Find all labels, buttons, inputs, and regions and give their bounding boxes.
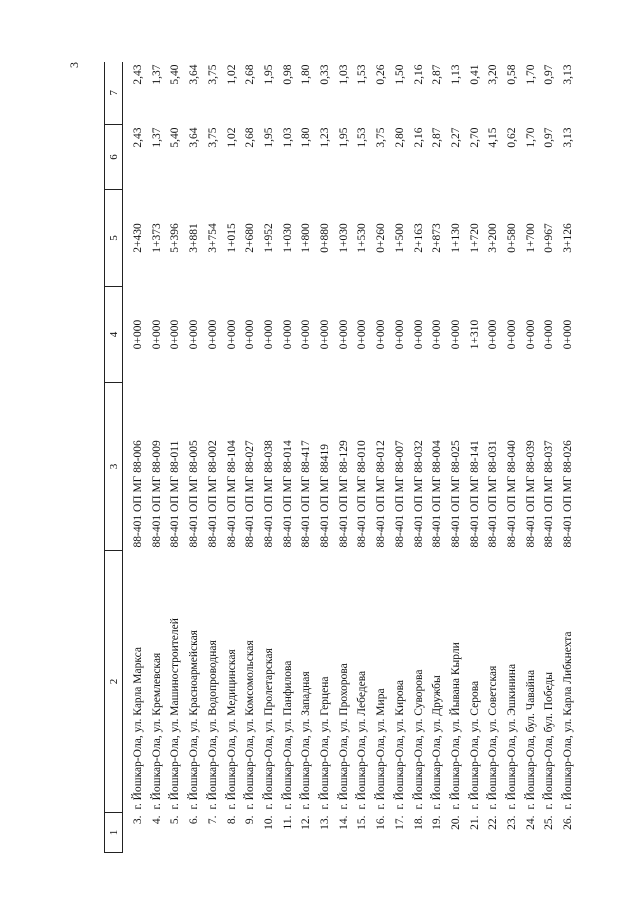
cell-road-name: г. Йошкар-Ола, ул. Медицинская — [225, 649, 238, 810]
cell-covered-length-km: 3,64 — [188, 64, 201, 85]
cell-end-km: 5+396 — [169, 223, 182, 253]
cell-road-id: 88-401 ОП МГ 88-002 — [206, 440, 219, 548]
cell-length-km: 3,75 — [375, 127, 388, 148]
cell-covered-length-km: 1,50 — [393, 64, 406, 85]
cell-end-km: 1+952 — [262, 223, 275, 253]
cell-covered-length-km: 0,58 — [506, 64, 519, 85]
cell-end-km: 1+530 — [356, 223, 369, 253]
cell-covered-length-km: 0,97 — [543, 64, 556, 85]
cell-row-number: 20. — [449, 815, 462, 830]
cell-row-number: 26. — [562, 815, 575, 830]
cell-covered-length-km: 0,41 — [468, 64, 481, 85]
cell-end-km: 2+163 — [412, 223, 425, 253]
cell-length-km: 4,15 — [487, 127, 500, 148]
cell-length-km: 3,75 — [206, 127, 219, 148]
cell-road-name: г. Йошкар-Ола, ул. Пролетарская — [262, 648, 275, 810]
cell-length-km: 1,53 — [356, 127, 369, 148]
table-row — [204, 62, 223, 853]
table-row — [503, 62, 522, 853]
cell-road-id: 88-401 ОП МГ 88-009 — [150, 440, 163, 548]
cell-length-km: 1,80 — [300, 127, 313, 148]
cell-row-number: 9. — [244, 815, 257, 825]
cell-road-id: 88-401 ОП МГ 88-025 — [449, 440, 462, 548]
cell-start-km: 0+000 — [188, 319, 201, 350]
column-header-7: 7 — [105, 62, 123, 125]
cell-road-id: 88-401 ОП МГ 88-038 — [262, 440, 275, 548]
cell-end-km: 3+754 — [206, 223, 219, 253]
cell-covered-length-km: 1,03 — [337, 64, 350, 85]
cell-covered-length-km: 0,98 — [281, 64, 294, 85]
cell-covered-length-km: 1,95 — [262, 64, 275, 85]
table-row — [447, 62, 466, 853]
cell-covered-length-km: 1,70 — [524, 64, 537, 85]
cell-road-id: 88-401 ОП МГ 88-417 — [300, 440, 313, 548]
cell-road-name: г. Йошкар-Ола, ул. Западная — [300, 671, 313, 810]
cell-covered-length-km: 0,33 — [319, 64, 332, 85]
table-row — [372, 62, 391, 853]
cell-length-km: 1,95 — [337, 127, 350, 148]
table-row — [297, 62, 316, 853]
column-header-6: 6 — [105, 125, 123, 190]
cell-road-id: 88-401 ОП МГ 88-027 — [244, 440, 257, 548]
cell-road-id: 88-401 ОП МГ 88-011 — [169, 440, 182, 548]
cell-length-km: 2,68 — [244, 127, 257, 148]
cell-road-name: г. Йошкар-Ола, ул. Эшкинина — [506, 663, 519, 810]
table-row — [335, 62, 354, 853]
cell-start-km: 0+000 — [412, 319, 425, 350]
table-row — [260, 62, 279, 853]
cell-start-km: 0+000 — [562, 319, 575, 350]
cell-start-km: 0+000 — [431, 319, 444, 350]
cell-row-number: 21. — [468, 815, 481, 830]
cell-length-km: 1,03 — [281, 127, 294, 148]
cell-row-number: 13. — [319, 815, 332, 830]
cell-road-id: 88-401 ОП МГ 88-037 — [543, 440, 556, 548]
cell-start-km: 0+000 — [319, 319, 332, 350]
cell-row-number: 6. — [188, 815, 201, 825]
table-row — [148, 62, 167, 853]
cell-row-number: 18. — [412, 815, 425, 830]
cell-road-name: г. Йошкар-Ола, ул. Лебедева — [356, 670, 369, 810]
cell-row-number: 24. — [524, 815, 537, 830]
table-row — [522, 62, 541, 853]
cell-road-id: 88-401 ОП МГ 88-039 — [524, 440, 537, 548]
table-row — [353, 62, 372, 853]
cell-road-id: 88-401 ОП МГ 88-007 — [393, 440, 406, 548]
column-header-4: 4 — [105, 287, 123, 383]
cell-covered-length-km: 0,26 — [375, 64, 388, 85]
cell-length-km: 2,70 — [468, 127, 481, 148]
cell-road-name: г. Йошкар-Ола, ул. Кремлевская — [150, 652, 163, 810]
cell-road-id: 88-401 ОП МГ 88-026 — [562, 440, 575, 548]
cell-length-km: 1,95 — [262, 127, 275, 148]
table-row — [166, 62, 185, 853]
cell-start-km: 0+000 — [132, 319, 144, 350]
cell-end-km: 1+373 — [150, 223, 163, 253]
cell-road-id: 88-401 ОП МГ 88-004 — [431, 440, 444, 548]
cell-start-km: 0+000 — [337, 319, 350, 350]
column-header-3: 3 — [105, 383, 123, 551]
cell-end-km: 1+800 — [300, 223, 313, 253]
cell-road-name: г. Йошкар-Ола, бул. Победы — [543, 671, 556, 810]
cell-road-name: г. Йошкар-Ола, ул. Прохорова — [337, 663, 350, 810]
cell-start-km: 0+000 — [449, 319, 462, 350]
cell-road-name: г. Йошкар-Ола, ул. Йывана Кырли — [449, 642, 462, 810]
cell-start-km: 0+000 — [393, 319, 406, 350]
roads-table — [104, 62, 578, 853]
cell-road-name: г. Йошкар-Ола, ул. Карла Маркса — [132, 647, 144, 810]
cell-start-km: 0+000 — [225, 319, 238, 350]
table-body — [123, 62, 578, 853]
cell-row-number: 4. — [150, 815, 163, 825]
cell-length-km: 1,02 — [225, 127, 238, 148]
cell-covered-length-km: 1,13 — [449, 64, 462, 85]
cell-row-number: 17. — [393, 815, 406, 830]
cell-length-km: 5,40 — [169, 127, 182, 148]
cell-start-km: 0+000 — [300, 319, 313, 350]
cell-start-km: 0+000 — [375, 319, 388, 350]
cell-start-km: 0+000 — [281, 319, 294, 350]
table-row — [316, 62, 335, 853]
table-row — [466, 62, 485, 853]
cell-row-number: 10. — [262, 815, 275, 830]
cell-length-km: 1,37 — [150, 127, 163, 148]
table-row — [540, 62, 559, 853]
cell-start-km: 0+000 — [262, 319, 275, 350]
cell-road-name: г. Йошкар-Ола, ул. Герцена — [319, 676, 332, 810]
cell-road-name: г. Йошкар-Ола, ул. Суворова — [412, 669, 425, 810]
cell-row-number: 16. — [375, 815, 388, 830]
cell-row-number: 25. — [543, 815, 556, 830]
cell-road-id: 88-401 ОП МГ 88-141 — [468, 440, 481, 548]
table-row — [241, 62, 260, 853]
cell-road-id: 88-401 ОП МГ 88-040 — [506, 440, 519, 548]
cell-row-number: 8. — [225, 815, 238, 825]
cell-end-km: 2+430 — [132, 223, 144, 253]
cell-row-number: 14. — [337, 815, 350, 830]
landscape-table-container — [104, 62, 581, 853]
table-row — [559, 62, 578, 853]
table-row — [484, 62, 503, 853]
cell-end-km: 2+680 — [244, 223, 257, 253]
table-row — [223, 62, 242, 853]
table-header-row — [105, 62, 123, 853]
cell-row-number: 5. — [169, 815, 182, 825]
cell-start-km: 0+000 — [169, 319, 182, 350]
cell-covered-length-km: 2,87 — [431, 64, 444, 85]
cell-length-km: 3,64 — [188, 127, 201, 148]
cell-road-id: 88-401 ОП МГ 88-031 — [487, 440, 500, 548]
cell-covered-length-km: 5,40 — [169, 64, 182, 85]
cell-start-km: 1+310 — [468, 319, 481, 350]
cell-end-km: 2+873 — [431, 223, 444, 253]
cell-end-km: 3+881 — [188, 223, 201, 253]
cell-end-km: 0+260 — [375, 223, 388, 253]
cell-covered-length-km: 3,20 — [487, 64, 500, 85]
cell-row-number: 11. — [281, 815, 294, 830]
cell-row-number: 23. — [506, 815, 519, 830]
cell-covered-length-km: 2,16 — [412, 64, 425, 85]
cell-row-number: 15. — [356, 815, 369, 830]
cell-start-km: 0+000 — [244, 319, 257, 350]
cell-road-name: г. Йошкар-Ола, ул. Советская — [487, 665, 500, 810]
cell-road-name: г. Йошкар-Ола, ул. Комсомольская — [244, 640, 257, 810]
cell-road-name: г. Йошкар-Ола, бул. Чавайна — [524, 669, 537, 810]
cell-start-km: 0+000 — [206, 319, 219, 350]
cell-road-name: г. Йошкар-Ола, ул. Серова — [468, 680, 481, 810]
cell-row-number: 3. — [132, 815, 144, 825]
cell-end-km: 1+130 — [449, 223, 462, 253]
cell-road-id: 88-401 ОП МГ 88-104 — [225, 440, 238, 548]
cell-covered-length-km: 2,68 — [244, 64, 257, 85]
cell-start-km: 0+000 — [524, 319, 537, 350]
cell-start-km: 0+000 — [506, 319, 519, 350]
cell-road-id: 88-401 ОП МГ 88-006 — [132, 440, 144, 548]
cell-end-km: 3+126 — [562, 223, 575, 253]
cell-road-id: 88-401 ОП МГ 88-129 — [337, 440, 350, 548]
table-row — [410, 62, 429, 853]
cell-road-name: г. Йошкар-Ола, ул. Карла Либкнехта — [562, 631, 575, 810]
cell-covered-length-km: 3,75 — [206, 64, 219, 85]
cell-road-id: 88-401 ОП МГ 88-005 — [188, 440, 201, 548]
cell-end-km: 0+880 — [319, 223, 332, 253]
cell-start-km: 0+000 — [356, 319, 369, 350]
cell-end-km: 1+500 — [393, 223, 406, 253]
cell-covered-length-km: 1,02 — [225, 64, 238, 85]
table-row — [391, 62, 410, 853]
cell-length-km: 2,87 — [431, 127, 444, 148]
cell-row-number: 22. — [487, 815, 500, 830]
cell-length-km: 0,62 — [506, 127, 519, 148]
cell-covered-length-km: 1,37 — [150, 64, 163, 85]
cell-row-number: 12. — [300, 815, 313, 830]
cell-road-name: г. Йошкар-Ола, ул. Водопроводная — [206, 640, 219, 810]
table-row — [185, 62, 204, 853]
cell-road-name: г. Йошкар-Ола, ул. Мира — [375, 688, 388, 810]
cell-length-km: 2,16 — [412, 127, 425, 148]
cell-end-km: 1+030 — [337, 223, 350, 253]
cell-road-id: 88-401 ОП МГ 88-032 — [412, 440, 425, 548]
cell-road-id: 88-401 ОП МГ 88-014 — [281, 440, 294, 548]
cell-road-name: г. Йошкар-Ола, ул. Кирова — [393, 679, 406, 810]
cell-length-km: 2,27 — [449, 127, 462, 148]
cell-end-km: 1+015 — [225, 223, 238, 253]
cell-end-km: 1+720 — [468, 223, 481, 253]
cell-covered-length-km: 2,43 — [132, 64, 144, 85]
cell-road-name: г. Йошкар-Ола, ул. Панфилова — [281, 660, 294, 810]
cell-length-km: 2,80 — [393, 127, 406, 148]
cell-road-name: г. Йошкар-Ола, ул. Машиностроителей — [169, 618, 182, 810]
column-header-2: 2 — [105, 551, 123, 813]
cell-end-km: 0+967 — [543, 223, 556, 253]
cell-length-km: 2,43 — [132, 127, 144, 148]
cell-end-km: 3+200 — [487, 223, 500, 253]
table-row — [123, 62, 148, 853]
cell-start-km: 0+000 — [150, 319, 163, 350]
cell-end-km: 1+030 — [281, 223, 294, 253]
cell-length-km: 0,97 — [543, 127, 556, 148]
cell-covered-length-km: 3,13 — [562, 64, 575, 85]
cell-length-km: 1,70 — [524, 127, 537, 148]
table-row — [279, 62, 298, 853]
column-header-5: 5 — [105, 190, 123, 287]
column-header-1: 1 — [105, 813, 123, 853]
cell-road-id: 88-401 ОП МГ 88-010 — [356, 440, 369, 548]
cell-start-km: 0+000 — [487, 319, 500, 350]
cell-end-km: 0+580 — [506, 223, 519, 253]
cell-covered-length-km: 1,53 — [356, 64, 369, 85]
cell-length-km: 3,13 — [562, 127, 575, 148]
cell-road-name: г. Йошкар-Ола, ул. Красноармейская — [188, 630, 201, 810]
cell-covered-length-km: 1,80 — [300, 64, 313, 85]
cell-road-id: 88-401 ОП МГ 88-012 — [375, 440, 388, 548]
rotated-page-content — [104, 62, 581, 853]
cell-row-number: 7. — [206, 815, 219, 825]
cell-row-number: 19. — [431, 815, 444, 830]
page-number: 3 — [67, 62, 81, 68]
table-row — [428, 62, 447, 853]
cell-length-km: 1,23 — [319, 127, 332, 148]
cell-start-km: 0+000 — [543, 319, 556, 350]
cell-end-km: 1+700 — [524, 223, 537, 253]
cell-road-id: 88-401 ОП МГ 88419 — [319, 444, 332, 548]
cell-road-name: г. Йошкар-Ола, ул. Дружбы — [431, 675, 444, 810]
